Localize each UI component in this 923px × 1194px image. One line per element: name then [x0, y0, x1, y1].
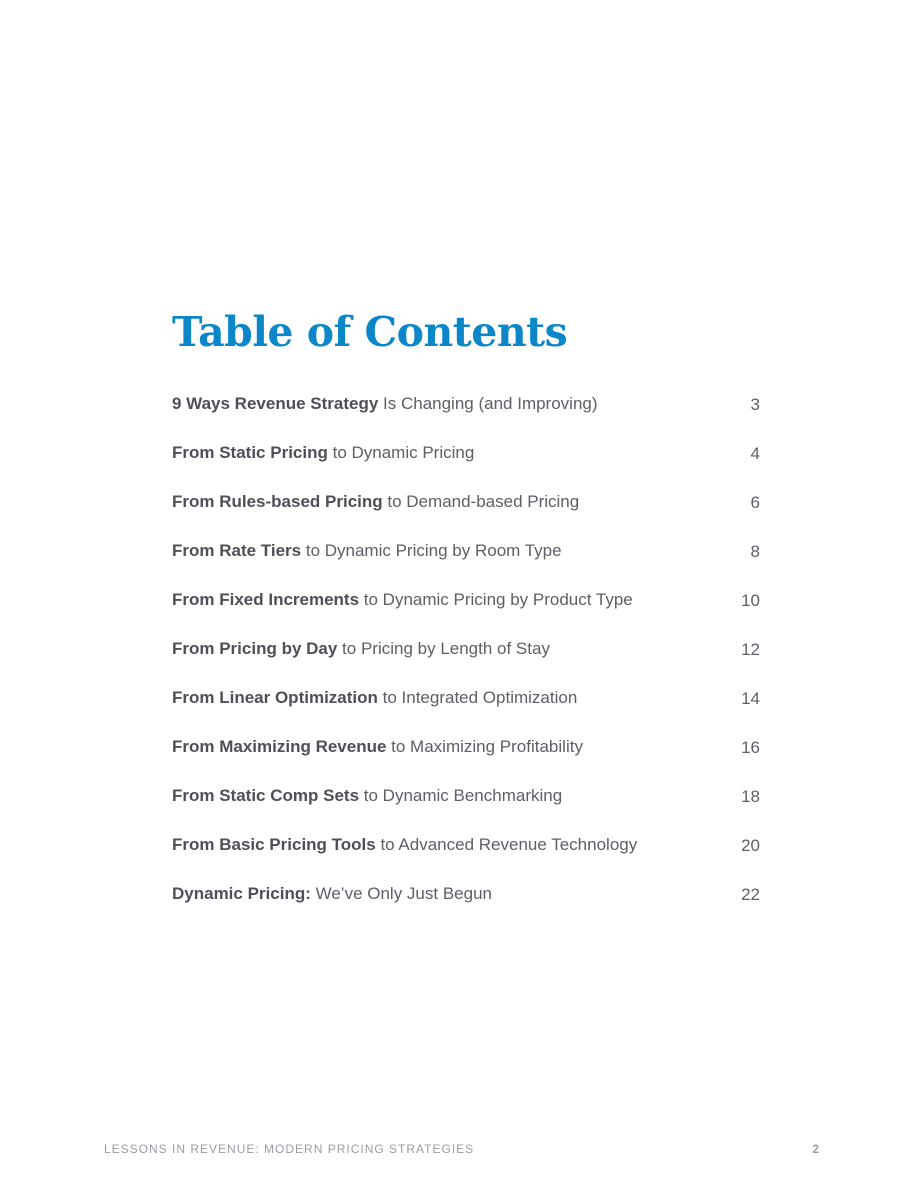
- footer-page-number: 2: [812, 1142, 819, 1156]
- toc-entry-rest: to Maximizing Profitability: [386, 737, 583, 756]
- toc-entry[interactable]: [172, 882, 762, 931]
- toc-entry-page: 22: [741, 885, 760, 904]
- toc-entry-text: [172, 784, 562, 808]
- toc-entry-rest: Is Changing (and Improving): [378, 394, 598, 413]
- toc-entry-page: 12: [741, 640, 760, 659]
- toc-entry-text: [172, 686, 577, 710]
- toc-entry-rest: to Dynamic Pricing by Product Type: [359, 590, 633, 609]
- toc-entry-rest: to Dynamic Pricing by Room Type: [301, 541, 562, 560]
- toc-entry-text: [172, 735, 583, 759]
- toc-entry-text: [172, 637, 550, 661]
- footer-document-title: LESSONS IN REVENUE: MODERN PRICING STRATEGIES: [104, 1142, 475, 1156]
- toc-entry-page: 16: [741, 738, 760, 757]
- toc-entry-rest: to Dynamic Benchmarking: [359, 786, 563, 805]
- toc-entry-bold: From Basic Pricing Tools: [172, 835, 376, 854]
- toc-entry[interactable]: [172, 833, 762, 882]
- toc-entry-page: 3: [750, 395, 760, 414]
- toc-entry-text: [172, 588, 633, 612]
- toc-entry-page: 14: [741, 689, 760, 708]
- toc-entry-rest: to Demand-based Pricing: [382, 492, 580, 511]
- toc-entry-page: 18: [741, 787, 760, 806]
- toc-entry[interactable]: [172, 686, 762, 735]
- toc-entry-rest: to Integrated Optimization: [377, 688, 578, 707]
- toc-entry[interactable]: [172, 784, 762, 833]
- toc-entry-bold: From Pricing by Day: [172, 639, 338, 658]
- toc-entry-page: 20: [741, 836, 760, 855]
- toc-entry-text: [172, 833, 637, 857]
- toc-entry-text: [172, 882, 492, 906]
- toc-entry-page: 10: [741, 591, 760, 610]
- toc-entry-bold: From Linear Optimization: [172, 688, 378, 707]
- toc-entry-bold: Dynamic Pricing:: [172, 884, 311, 903]
- toc-entry-bold: From Static Comp Sets: [172, 786, 360, 805]
- toc-entry[interactable]: [172, 392, 762, 441]
- toc-entry[interactable]: [172, 441, 762, 490]
- toc-list: [172, 392, 762, 931]
- toc-entry[interactable]: [172, 490, 762, 539]
- toc-entry-rest: to Dynamic Pricing: [327, 443, 475, 462]
- toc-entry[interactable]: [172, 735, 762, 784]
- toc-entry-text: [172, 539, 562, 563]
- toc-entry-bold: 9 Ways Revenue Strategy: [172, 394, 379, 413]
- toc-entry-text: [172, 490, 579, 514]
- toc-entry-bold: From Rate Tiers: [172, 541, 302, 560]
- toc-entry[interactable]: [172, 588, 762, 637]
- toc-entry-rest: to Pricing by Length of Stay: [337, 639, 550, 658]
- toc-entry-rest: to Advanced Revenue Technology: [375, 835, 638, 854]
- toc-entry-bold: From Maximizing Revenue: [172, 737, 387, 756]
- toc-entry-rest: We’ve Only Just Begun: [310, 884, 492, 903]
- toc-entry-bold: From Fixed Increments: [172, 590, 360, 609]
- toc-entry-text: [172, 392, 598, 416]
- toc-entry-page: 8: [750, 542, 760, 561]
- toc-entry-page: 6: [750, 493, 760, 512]
- toc-title: Table of Contents: [172, 308, 568, 356]
- toc-entry-page: 4: [750, 444, 760, 463]
- toc-entry-bold: From Static Pricing: [172, 443, 328, 462]
- toc-entry-bold: From Rules-based Pricing: [172, 492, 383, 511]
- toc-entry[interactable]: [172, 539, 762, 588]
- toc-entry-text: [172, 441, 474, 465]
- toc-entry[interactable]: [172, 637, 762, 686]
